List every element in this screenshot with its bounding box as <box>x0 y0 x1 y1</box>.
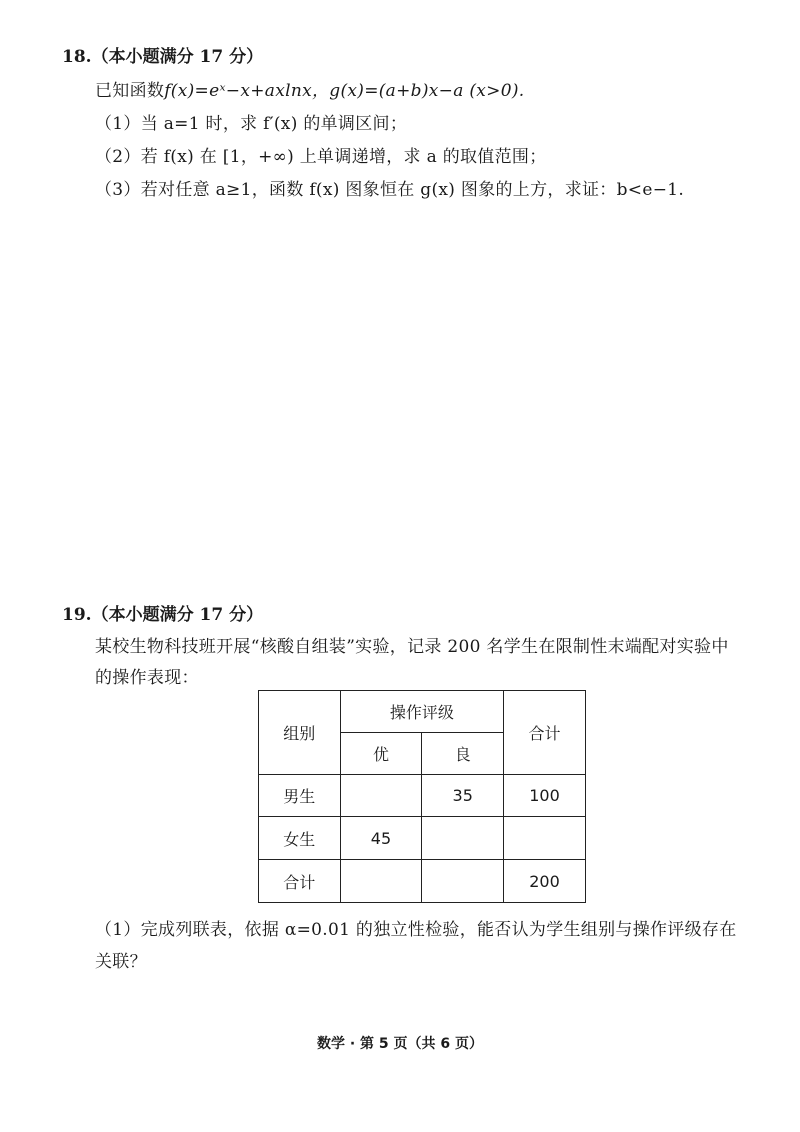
cell-good <box>422 817 504 860</box>
cell-good: 35 <box>422 775 504 817</box>
cell-excellent <box>340 775 422 817</box>
cell-total <box>504 817 586 860</box>
q19-heading <box>62 600 263 625</box>
page-footer: 数学 · 第 5 页（共 6 页） <box>316 1036 484 1052</box>
contingency-table <box>258 690 586 903</box>
cell-excellent <box>340 860 422 903</box>
q18-number: 18. <box>62 47 92 67</box>
table-header-total: 合计 <box>504 691 586 775</box>
q19-part1-line1: （1）完成列联表，依据 α=0.01 的独立性检验，能否认为学生组别与操作评级存在 <box>95 920 737 940</box>
cell-total: 100 <box>504 775 586 817</box>
q19-number: 19. <box>62 605 92 625</box>
table-header-excellent: 优 <box>340 733 422 775</box>
q18-intro <box>95 76 524 101</box>
table-row <box>259 860 586 903</box>
row-label: 男生 <box>259 775 341 817</box>
q18-part2: （2）若 f(x) 在 [1，+∞) 上单调递增，求 a 的取值范围； <box>95 147 547 167</box>
table-row <box>259 817 586 860</box>
row-label: 合计 <box>259 860 341 903</box>
q19-part1-line2: 关联？ <box>95 952 147 972</box>
q18-score: （本小题满分 17 分） <box>91 47 264 67</box>
q18-heading <box>62 42 263 67</box>
q18-intro-lead: 已知函数 <box>95 81 165 101</box>
cell-total: 200 <box>504 860 586 903</box>
q19-intro-line2: 的操作表现： <box>95 668 199 688</box>
cell-excellent: 45 <box>340 817 422 860</box>
table-header-group: 组别 <box>259 691 341 775</box>
q19-score: （本小题满分 17 分） <box>91 605 264 625</box>
table-header-good: 良 <box>422 733 504 775</box>
cell-good <box>422 860 504 903</box>
q19-intro-line1: 某校生物科技班开展“核酸自组装”实验，记录 200 名学生在限制性末端配对实验中 <box>95 637 729 657</box>
q18-part3: （3）若对任意 a≥1，函数 f(x) 图象恒在 g(x) 图象的上方，求证：b<e−1. <box>95 180 685 200</box>
table-header-rating: 操作评级 <box>340 691 503 733</box>
q18-intro-functions: f(x)=eˣ−x+axlnx，g(x)=(a+b)x−a (x>0). <box>164 81 525 101</box>
q18-part1: （1）当 a=1 时，求 f′(x) 的单调区间； <box>95 114 408 134</box>
row-label: 女生 <box>259 817 341 860</box>
table-row <box>259 775 586 817</box>
